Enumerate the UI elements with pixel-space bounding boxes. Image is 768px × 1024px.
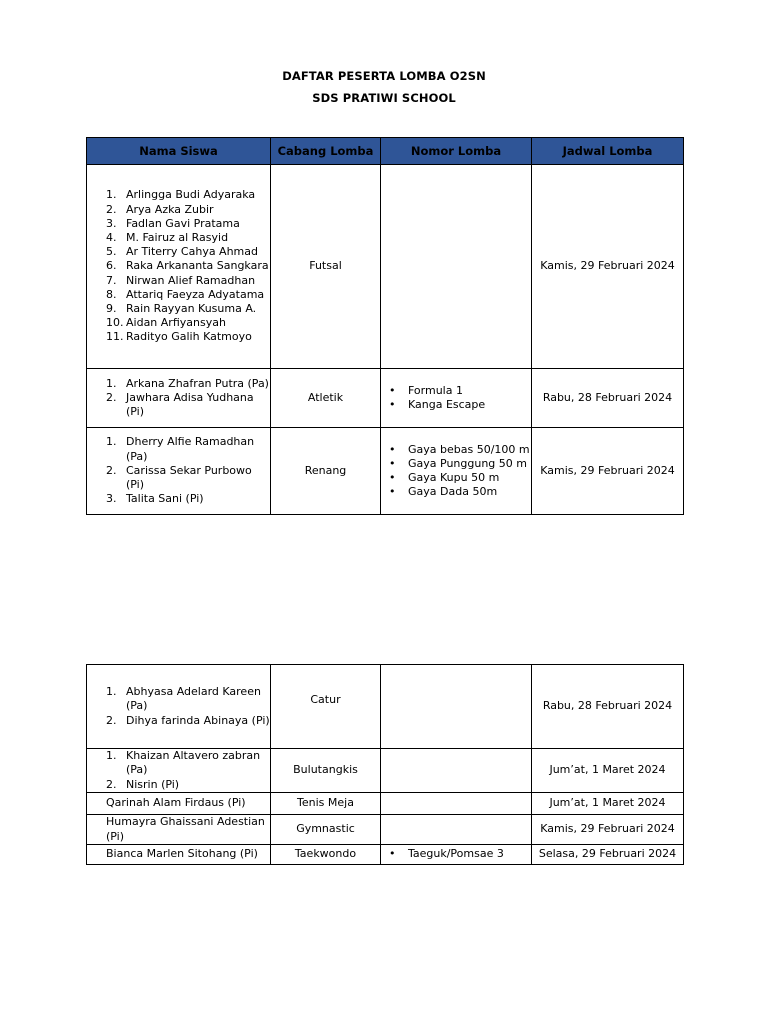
- list-item: Dherry Alfie Ramadhan (Pa): [126, 435, 255, 463]
- table-row-atletik: [87, 369, 684, 428]
- list-item: Raka Arkananta Sangkara: [126, 259, 269, 273]
- student-list: [87, 749, 270, 792]
- cabang-cell: Futsal: [271, 165, 381, 369]
- document-title: DAFTAR PESERTA LOMBA O2SN: [282, 69, 486, 83]
- nomor-cell: [381, 369, 532, 428]
- list-item: Arya Azka Zubir: [126, 202, 214, 216]
- student-list: [87, 377, 270, 420]
- list-item: M. Fairuz al Rasyid: [126, 230, 229, 244]
- jadwal-cell: Kamis, 29 Februari 2024: [532, 165, 684, 369]
- event-list: [381, 847, 531, 861]
- nomor-cell: [381, 165, 532, 369]
- jadwal-cell: Jum’at, 1 Maret 2024: [532, 793, 684, 815]
- jadwal-cell: Selasa, 29 Februari 2024: [532, 845, 684, 865]
- cabang-cell: Gymnastic: [271, 815, 381, 845]
- names-cell: [87, 165, 271, 369]
- list-item: Carissa Sekar Purbowo (Pi): [126, 463, 252, 492]
- table-row-gymnastic: [87, 815, 684, 845]
- list-item: • Gaya Kupu 50 m: [408, 471, 531, 485]
- header-jadwal-lomba: Jadwal Lomba: [532, 138, 684, 165]
- cabang-cell: Bulutangkis: [271, 749, 381, 793]
- list-item: Abhyasa Adelard Kareen (Pa): [126, 685, 261, 713]
- names-cell: Bianca Marlen Sitohang (Pi): [87, 845, 271, 865]
- nomor-cell: [381, 845, 532, 865]
- event-list: [381, 384, 531, 412]
- list-item: Ar Titerry Cahya Ahmad: [126, 245, 258, 259]
- list-item: Dihya farinda Abinaya (Pi): [126, 713, 270, 727]
- jadwal-cell: Kamis, 29 Februari 2024: [532, 815, 684, 845]
- jadwal-cell: Rabu, 28 Februari 2024: [532, 369, 684, 428]
- list-item: Radityo Galih Katmoyo: [126, 330, 252, 344]
- list-item: • Taeguk/Pomsae 3: [408, 847, 531, 861]
- names-cell: Humayra Ghaissani Adestian (Pi): [87, 815, 271, 845]
- list-item: Jawhara Adisa Yudhana (Pi): [126, 390, 254, 419]
- list-item: Aidan Arfiyansyah: [126, 316, 226, 330]
- list-item: Fadlan Gavi Pratama: [126, 216, 240, 230]
- nomor-cell: [381, 793, 532, 815]
- table-header-row: [87, 138, 684, 165]
- cabang-cell: Renang: [271, 428, 381, 515]
- names-cell: Qarinah Alam Firdaus (Pi): [87, 793, 271, 815]
- nomor-cell: [381, 815, 532, 845]
- table-row-renang: [87, 428, 684, 515]
- cabang-cell: Catur: [271, 665, 381, 749]
- list-item: • Gaya Punggung 50 m: [408, 457, 531, 471]
- list-item: • Gaya Dada 50m: [408, 485, 531, 499]
- jadwal-cell: Rabu, 28 Februari 2024: [532, 665, 684, 749]
- list-item: • Kanga Escape: [408, 398, 531, 412]
- student-list: [87, 188, 270, 344]
- list-item: • Gaya bebas 50/100 m: [408, 443, 531, 457]
- list-item: Talita Sani (Pi): [126, 492, 204, 506]
- list-item: • Formula 1: [408, 384, 531, 398]
- table-row-tenis-meja: [87, 793, 684, 815]
- list-item: Nisrin (Pi): [126, 777, 180, 791]
- cabang-cell: Atletik: [271, 369, 381, 428]
- list-item: Khaizan Altavero zabran (Pa): [126, 749, 261, 777]
- header-nomor-lomba: Nomor Lomba: [381, 138, 532, 165]
- list-item: Rain Rayyan Kusuma A.: [126, 302, 257, 315]
- table-row-catur: [87, 665, 684, 749]
- jadwal-cell: Jum’at, 1 Maret 2024: [532, 749, 684, 793]
- names-cell: [87, 428, 271, 515]
- header-nama-siswa: Nama Siswa: [87, 138, 271, 165]
- nomor-cell: [381, 749, 532, 793]
- nomor-cell: [381, 665, 532, 749]
- list-item: Attariq Faeyza Adyatama: [126, 287, 265, 301]
- table-row-bulutangkis: [87, 749, 684, 793]
- table-row-futsal: [87, 165, 684, 369]
- names-cell: [87, 369, 271, 428]
- student-list: [87, 685, 270, 728]
- list-item: Arkana Zhafran Putra (Pa): [126, 376, 269, 390]
- names-cell: [87, 749, 271, 793]
- event-list: [381, 443, 531, 500]
- cabang-cell: Tenis Meja: [271, 793, 381, 815]
- nomor-cell: [381, 428, 532, 515]
- list-item: Arlingga Budi Adyaraka: [126, 188, 256, 202]
- header-cabang-lomba: Cabang Lomba: [271, 138, 381, 165]
- school-name: SDS PRATIWI SCHOOL: [312, 91, 456, 105]
- participants-table-page1: [86, 137, 684, 515]
- list-item: Nirwan Alief Ramadhan: [126, 273, 256, 287]
- jadwal-cell: Kamis, 29 Februari 2024: [532, 428, 684, 515]
- table-row-taekwondo: [87, 845, 684, 865]
- names-cell: [87, 665, 271, 749]
- participants-table-page2: [86, 664, 684, 865]
- student-list: [87, 435, 270, 506]
- cabang-cell: Taekwondo: [271, 845, 381, 865]
